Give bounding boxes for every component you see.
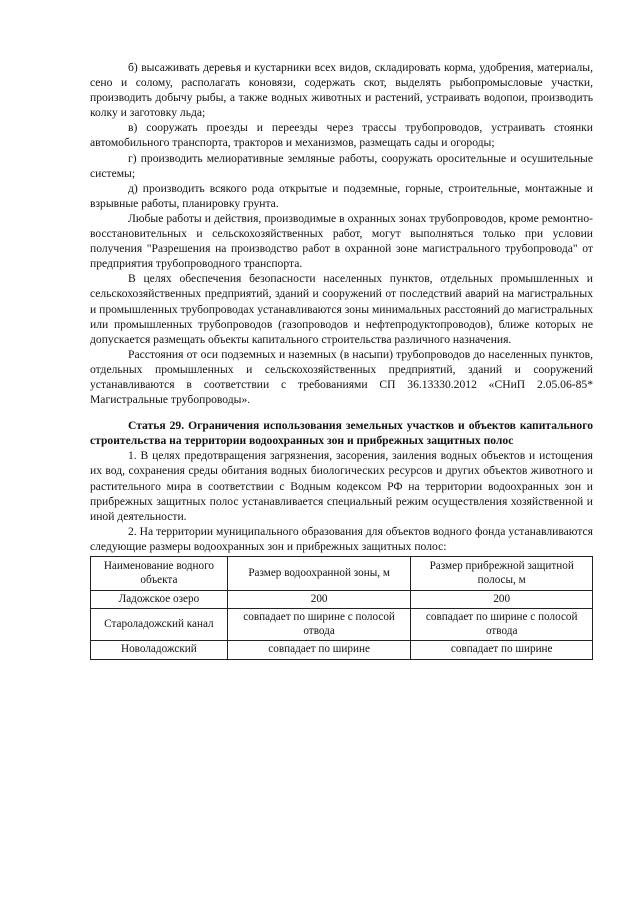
- cell-object: Ладожское озеро: [91, 591, 228, 609]
- cell-zone: совпадает по ширине: [227, 641, 411, 659]
- paragraph-article-1: 1. В целях предотвращения загрязнения, засорения, заиления водных объектов и истощения их вод, сохранения среды обитания водных биологических ресурсов и других объектов животного и растительного мира в соответствии с Водным кодексом РФ на территории водоохранных зон и прибрежных защитных полос устанавливается специальный режим осуществления хозяйственной и иной деятельности.: [90, 449, 593, 523]
- table-row: [91, 591, 593, 609]
- cell-zone: совпадает по ширине с полосой отвода: [227, 609, 411, 641]
- document-page: [90, 60, 593, 660]
- cell-strip: совпадает по ширине с полосой отвода: [411, 609, 593, 641]
- cell-strip: 200: [411, 591, 593, 609]
- cell-zone: 200: [227, 591, 411, 609]
- table-row: [91, 609, 593, 641]
- water-zones-table: [90, 556, 593, 660]
- cell-object: Староладожский канал: [91, 609, 228, 641]
- paragraph-article-2: 2. На территории муниципального образования для объектов водного фонда устанавливаются следующие размеры водоохранных зон и прибрежных защитных полос:: [90, 524, 593, 553]
- cell-strip: совпадает по ширине: [411, 641, 593, 659]
- paragraph-item-g: г) производить мелиоративные земляные работы, сооружать оросительные и осушительные системы;: [90, 151, 593, 180]
- table-header-row: [91, 557, 593, 591]
- article-29-heading: Статья 29. Ограничения использования земельных участков и объектов капитального строительства на территории водоохранных зон и прибрежных защитных полос: [90, 419, 593, 448]
- paragraph-item-d: д) производить всякого рода открытые и подземные, горные, строительные, монтажные и взрывные работы, планировку грунта.: [90, 181, 593, 210]
- header-coastal-strip: Размер прибрежной защитной полосы, м: [411, 557, 593, 591]
- paragraph-item-b: б) высаживать деревья и кустарники всех видов, складировать корма, удобрения, материалы, сено и солому, располагать коновязи, содержать скот, выделять рыбопромысловые участки, производить добычу рыбы, а также водных животных и растений, устраивать водопои, производить колку и заготовку льда;: [90, 61, 593, 120]
- paragraph-item-v: в) сооружать проезды и переезды через трассы трубопроводов, устраивать стоянки автомобильного транспорта, тракторов и механизмов, размещать сады и огороды;: [90, 121, 593, 150]
- paragraph-safety-zones: В целях обеспечения безопасности населенных пунктов, отдельных промышленных и сельскохозяйственных предприятий, зданий и сооружений от последствий аварий на магистральных и промышленных трубопроводах устанавливаются зоны минимальных расстояний до магистральных или промышленных трубопроводов (газопроводов и нефтепродуктопроводов), ближе которых не допускается размещать объекты капитального строительства различного назначения.: [90, 272, 593, 346]
- header-protection-zone: Размер водоохранной зоны, м: [227, 557, 411, 591]
- table-row: [91, 641, 593, 659]
- cell-object: Новоладожский: [91, 641, 228, 659]
- header-water-object: Наименование водного объекта: [91, 557, 228, 591]
- paragraph-permit: Любые работы и действия, производимые в охранных зонах трубопроводов, кроме ремонтно-восстановительных и сельскохозяйственных работ, могут выполняться только при условии получения "Разрешения на производство работ в охранной зоне магистрального трубопровода" от предприятия трубопроводного транспорта.: [90, 211, 593, 271]
- paragraph-distances: Расстояния от оси подземных и наземных (в насыпи) трубопроводов до населенных пунктов, отдельных промышленных и сельскохозяйственных предприятий, зданий и сооружений устанавливаются в соответствии с требованиями СП 36.13330.2012 «СНиП 2.05.06-85* Магистральные трубопроводы».: [90, 347, 593, 407]
